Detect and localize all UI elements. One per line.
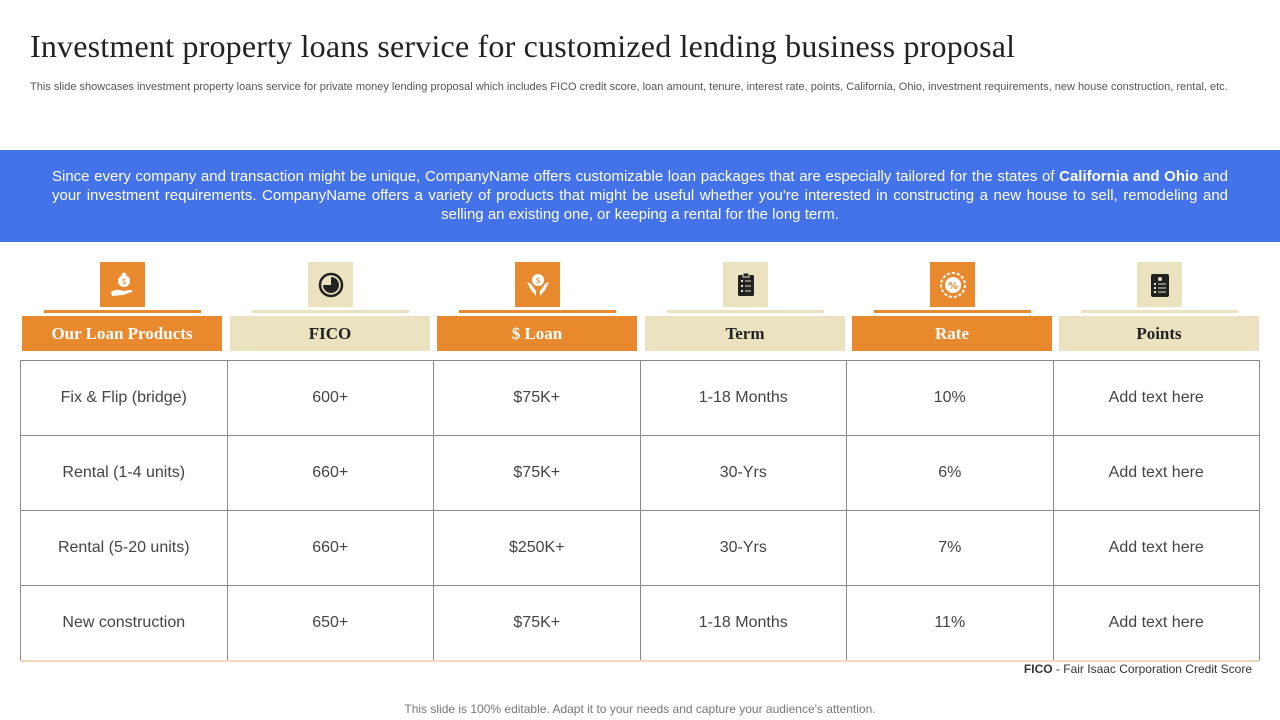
column-header-fico bbox=[230, 262, 430, 352]
table-cell: 600+ bbox=[227, 361, 434, 436]
table-cell: 1-18 Months bbox=[640, 586, 847, 662]
table-cell: $75K+ bbox=[434, 361, 641, 436]
intro-banner bbox=[0, 150, 1280, 242]
column-underline bbox=[667, 310, 824, 313]
banner-text-bold: California and Ohio bbox=[1059, 168, 1199, 185]
table-cell: 660+ bbox=[227, 511, 434, 586]
column-label: Our Loan Products bbox=[22, 316, 222, 351]
money-bag-hand-icon bbox=[100, 262, 145, 307]
hands-dollar-icon bbox=[515, 262, 560, 307]
column-label: Rate bbox=[852, 316, 1052, 351]
table-cell: Add text here bbox=[1053, 511, 1260, 586]
clipboard-checklist-icon bbox=[723, 262, 768, 307]
table-cell: Add text here bbox=[1053, 436, 1260, 511]
table-cell: $250K+ bbox=[434, 511, 641, 586]
column-header-rate bbox=[852, 262, 1052, 352]
legend-text: - Fair Isaac Corporation Credit Score bbox=[1055, 662, 1252, 676]
table-cell: 6% bbox=[847, 436, 1054, 511]
table-cell: Fix & Flip (bridge) bbox=[21, 361, 228, 436]
table-cell: Add text here bbox=[1053, 361, 1260, 436]
column-header-loan bbox=[437, 262, 637, 352]
column-label: FICO bbox=[230, 316, 430, 351]
table-cell: 30-Yrs bbox=[640, 511, 847, 586]
page-subtitle: This slide showcases investment property loans service for private money lending proposal which includes FICO credit score, loan amount, tenure, interest rate, points, California, Ohio, investment requirements, new house construction, rental, etc. bbox=[30, 81, 1228, 93]
table-row bbox=[21, 511, 1260, 586]
table-cell: New construction bbox=[21, 586, 228, 662]
column-header-points bbox=[1059, 262, 1259, 352]
column-label: $ Loan bbox=[437, 316, 637, 351]
table-cell: 10% bbox=[847, 361, 1054, 436]
svg-text:$: $ bbox=[534, 275, 541, 285]
column-underline bbox=[459, 310, 616, 313]
table-cell: Add text here bbox=[1053, 586, 1260, 662]
column-label: Term bbox=[645, 316, 845, 351]
table-cell: 7% bbox=[847, 511, 1054, 586]
loan-products-table bbox=[20, 360, 1260, 662]
percent-badge-icon bbox=[930, 262, 975, 307]
pie-chart-icon bbox=[308, 262, 353, 307]
table-cell: 1-18 Months bbox=[640, 361, 847, 436]
table-cell: 30-Yrs bbox=[640, 436, 847, 511]
svg-text:%: % bbox=[947, 280, 958, 292]
table-cell: 11% bbox=[847, 586, 1054, 662]
table-row bbox=[21, 436, 1260, 511]
table-cell: 650+ bbox=[227, 586, 434, 662]
column-header-term bbox=[645, 262, 845, 352]
table-cell: 660+ bbox=[227, 436, 434, 511]
table-cell: $75K+ bbox=[434, 436, 641, 511]
column-header-loan-products bbox=[22, 262, 222, 352]
page-title: Investment property loans service for customized lending business proposal bbox=[30, 28, 1016, 64]
table-cell: Rental (1-4 units) bbox=[21, 436, 228, 511]
banner-text-2: and your investment requirements. CompanyName offers a variety of products that might be useful whether you're interested in constructing a new house to sell, remodeling and selling an existing one, or keeping a rental for the long term. bbox=[52, 168, 1228, 223]
column-underline bbox=[874, 310, 1031, 313]
table-cell: Rental (5-20 units) bbox=[21, 511, 228, 586]
table-row bbox=[21, 586, 1260, 662]
footer-note: This slide is 100% editable. Adapt it to your needs and capture your audience's attention. bbox=[404, 702, 876, 716]
document-list-icon bbox=[1137, 262, 1182, 307]
column-label: Points bbox=[1059, 316, 1259, 351]
column-underline bbox=[44, 310, 201, 313]
banner-text-1: Since every company and transaction might be unique, CompanyName offers customizable loan packages that are especially tailored for the states of bbox=[52, 168, 1060, 185]
column-underline bbox=[252, 310, 409, 313]
legend-key: FICO bbox=[1023, 662, 1053, 676]
fico-legend bbox=[1024, 662, 1252, 676]
table-cell: $75K+ bbox=[434, 586, 641, 662]
svg-text:$: $ bbox=[120, 276, 127, 286]
column-underline bbox=[1081, 310, 1238, 313]
table-row bbox=[21, 361, 1260, 436]
